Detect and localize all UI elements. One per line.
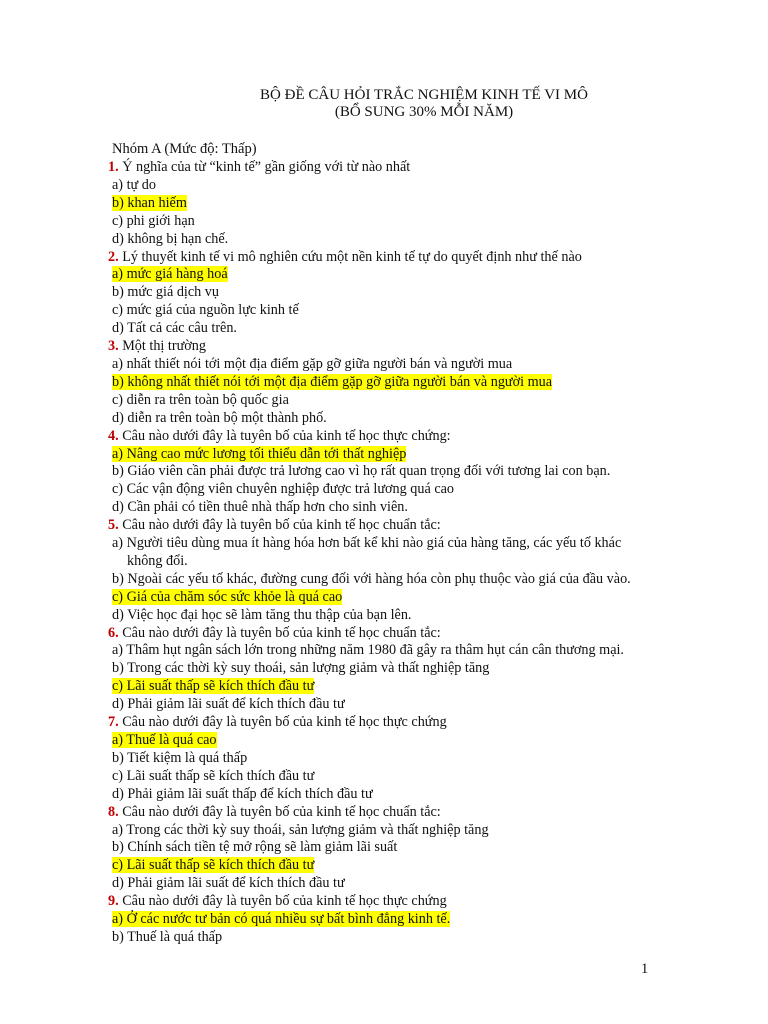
option-text: c) Lãi suất thấp sẽ kích thích đầu tư bbox=[112, 857, 315, 874]
answer-option bbox=[108, 696, 668, 714]
answer-option-correct bbox=[108, 589, 668, 607]
answer-option bbox=[108, 410, 668, 428]
question-block bbox=[108, 893, 668, 947]
option-text: d) không bị hạn chế. bbox=[112, 230, 229, 247]
answer-option-correct bbox=[108, 678, 668, 696]
answer-option-correct bbox=[108, 857, 668, 875]
answer-option bbox=[108, 750, 668, 768]
option-text: a) Thâm hụt ngân sách lớn trong những năm 1980 đã gây ra thâm hụt cán cân thương mại. bbox=[112, 642, 624, 659]
question-stem bbox=[108, 338, 668, 356]
option-text: c) diễn ra trên toàn bộ quốc gia bbox=[112, 391, 289, 408]
question-text: Một thị trường bbox=[122, 338, 206, 355]
answer-option bbox=[108, 499, 668, 517]
page-number: 1 bbox=[641, 961, 649, 977]
title-line-2: (BỔ SUNG 30% MỖI NĂM) bbox=[334, 104, 514, 120]
question-block bbox=[108, 625, 668, 715]
answer-option bbox=[108, 642, 668, 660]
question-text: Câu nào dưới đây là tuyên bố của kinh tế học thực chứng: bbox=[122, 427, 451, 444]
option-text: d) Việc học đại học sẽ làm tăng thu thập của bạn lên. bbox=[112, 606, 412, 623]
question-stem bbox=[108, 517, 668, 535]
option-text: b) khan hiếm bbox=[112, 194, 187, 211]
question-number: 6. bbox=[108, 624, 119, 641]
answer-option bbox=[108, 463, 668, 481]
option-text: c) Lãi suất thấp sẽ kích thích đầu tư bbox=[112, 767, 315, 784]
answer-option bbox=[108, 786, 668, 804]
option-text: c) Giá của chăm sóc sức khỏe là quá cao bbox=[112, 588, 343, 605]
option-text-continuation: không đổi. bbox=[127, 552, 188, 569]
answer-option bbox=[108, 177, 668, 195]
option-text: d) Cần phải có tiền thuê nhà thấp hơn cho sinh viên. bbox=[112, 499, 408, 516]
option-text: b) Chính sách tiền tệ mở rộng sẽ làm giảm lãi suất bbox=[112, 839, 398, 856]
option-text: b) không nhất thiết nói tới một địa điểm gặp gỡ giữa người bán và người mua bbox=[112, 373, 553, 390]
question-number: 9. bbox=[108, 893, 119, 910]
question-block bbox=[108, 249, 668, 339]
question-stem bbox=[108, 249, 668, 267]
question-number: 4. bbox=[108, 427, 119, 444]
question-block bbox=[108, 517, 668, 624]
question-text: Ý nghĩa của từ “kinh tế” gần giống với từ nào nhất bbox=[122, 159, 411, 175]
question-block bbox=[108, 714, 668, 804]
answer-option bbox=[108, 875, 668, 893]
option-text: b) Thuế là quá thấp bbox=[112, 928, 223, 945]
answer-option bbox=[108, 839, 668, 857]
option-text: d) Phải giảm lãi suất thấp để kích thích đầu tư bbox=[112, 785, 373, 802]
answer-option bbox=[108, 822, 668, 840]
answer-option-correct bbox=[108, 911, 668, 929]
question-number: 8. bbox=[108, 803, 119, 820]
option-text: a) tự do bbox=[112, 176, 156, 193]
option-text: a) Nâng cao mức lương tối thiểu dẫn tới thất nghiệp bbox=[112, 445, 407, 462]
answer-option bbox=[108, 302, 668, 320]
option-text: d) Phải giảm lãi suất để kích thích đầu tư bbox=[112, 875, 345, 892]
question-text: Câu nào dưới đây là tuyên bố của kinh tế học chuẩn tắc: bbox=[122, 624, 441, 641]
option-text: c) Các vận động viên chuyên nghiệp được trả lương quá cao bbox=[112, 481, 455, 498]
answer-option bbox=[108, 320, 668, 338]
answer-option bbox=[108, 481, 668, 499]
question-block bbox=[108, 338, 668, 428]
question-text: Câu nào dưới đây là tuyên bố của kinh tế học chuẩn tắc: bbox=[122, 517, 441, 534]
option-text: b) Tiết kiệm là quá thấp bbox=[112, 749, 248, 766]
answer-option bbox=[108, 231, 668, 249]
question-text: Lý thuyết kinh tế vi mô nghiên cứu một nền kinh tế tự do quyết định như thế nào bbox=[122, 248, 582, 265]
question-stem bbox=[108, 714, 668, 732]
question-stem bbox=[108, 159, 668, 177]
question-block bbox=[108, 428, 668, 518]
question-number: 1. bbox=[108, 159, 119, 175]
option-text: c) mức giá của nguồn lực kinh tế bbox=[112, 302, 299, 319]
option-text: a) nhất thiết nói tới một địa điểm gặp gỡ giữa người bán và người mua bbox=[112, 355, 513, 372]
answer-option bbox=[108, 392, 668, 410]
document-title bbox=[0, 87, 768, 121]
question-stem bbox=[108, 625, 668, 643]
question-number: 5. bbox=[108, 517, 119, 534]
option-text: d) Phải giảm lãi suất để kích thích đầu tư bbox=[112, 696, 345, 713]
option-text: d) Tất cả các câu trên. bbox=[112, 320, 237, 337]
option-text: b) mức giá dịch vụ bbox=[112, 284, 219, 301]
option-text: c) Lãi suất thấp sẽ kích thích đầu tư bbox=[112, 678, 315, 695]
group-heading: Nhóm A (Mức độ: Thấp) bbox=[112, 141, 257, 157]
answer-option-correct bbox=[108, 195, 668, 213]
answer-option bbox=[108, 284, 668, 302]
answer-option-correct bbox=[108, 266, 668, 284]
question-text: Câu nào dưới đây là tuyên bố của kinh tế học thực chứng bbox=[122, 893, 447, 910]
answer-option bbox=[108, 660, 668, 678]
option-text: b) Giáo viên cần phải được trả lương cao vì họ rất quan trọng đối với tương lai con bạn. bbox=[112, 463, 611, 480]
question-stem bbox=[108, 428, 668, 446]
option-text: c) phi giới hạn bbox=[112, 212, 195, 229]
question-number: 7. bbox=[108, 714, 119, 731]
answer-option bbox=[108, 213, 668, 231]
answer-option bbox=[108, 929, 668, 947]
question-block bbox=[108, 804, 668, 894]
option-text: b) Trong các thời kỳ suy thoái, sản lượng giảm và thất nghiệp tăng bbox=[112, 660, 490, 677]
question-list bbox=[108, 159, 668, 947]
question-number: 2. bbox=[108, 248, 119, 265]
question-block bbox=[108, 159, 668, 249]
question-stem bbox=[108, 893, 668, 911]
option-text: d) diễn ra trên toàn bộ một thành phố. bbox=[112, 409, 327, 426]
answer-option bbox=[108, 535, 668, 571]
question-text: Câu nào dưới đây là tuyên bố của kinh tế học chuẩn tắc: bbox=[122, 803, 441, 820]
question-stem bbox=[108, 804, 668, 822]
answer-option-correct bbox=[108, 732, 668, 750]
option-text: a) Trong các thời kỳ suy thoái, sản lượng giảm và thất nghiệp tăng bbox=[112, 821, 489, 838]
answer-option-correct bbox=[108, 374, 668, 392]
answer-option bbox=[108, 571, 668, 589]
option-text: b) Ngoài các yếu tố khác, đường cung đối với hàng hóa còn phụ thuộc vào giá của đầu vào. bbox=[112, 570, 631, 587]
question-text: Câu nào dưới đây là tuyên bố của kinh tế học thực chứng bbox=[122, 714, 447, 731]
title-line-1: BỘ ĐỀ CÂU HỎI TRẮC NGHIỆM KINH TẾ VI MÔ bbox=[260, 87, 588, 103]
answer-option bbox=[108, 768, 668, 786]
option-text: a) Người tiêu dùng mua ít hàng hóa hơn bất kể khi nào giá của hàng tăng, các yếu tố khác bbox=[112, 535, 622, 552]
option-text: a) mức giá hàng hoá bbox=[112, 266, 228, 283]
option-text: a) Ở các nước tư bản có quá nhiều sự bất bình đẳng kinh tế. bbox=[112, 911, 451, 928]
answer-option bbox=[108, 607, 668, 625]
answer-option-correct bbox=[108, 446, 668, 464]
question-number: 3. bbox=[108, 338, 119, 355]
answer-option bbox=[108, 356, 668, 374]
option-text: a) Thuế là quá cao bbox=[112, 732, 217, 748]
